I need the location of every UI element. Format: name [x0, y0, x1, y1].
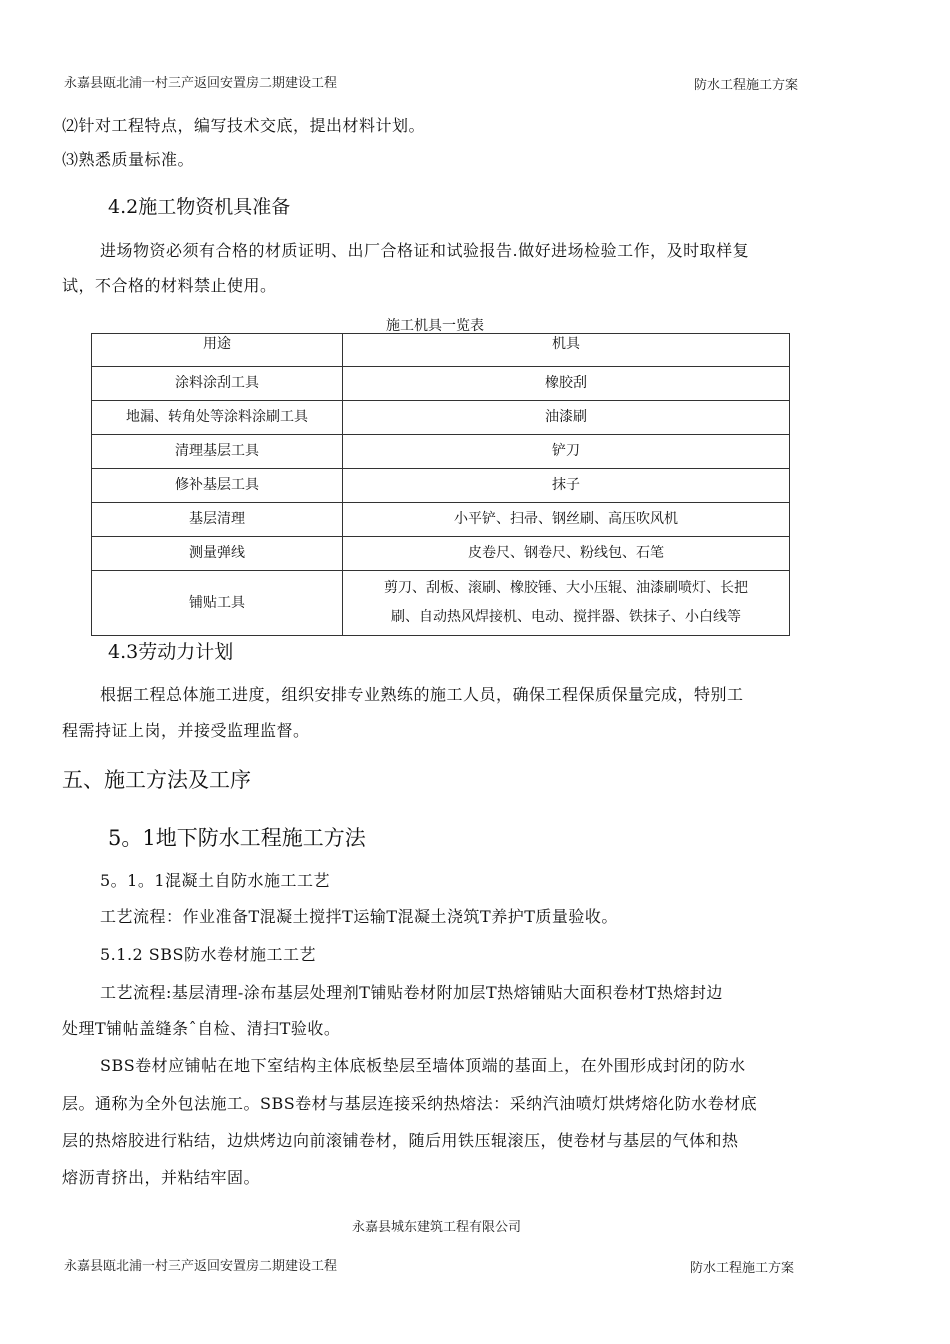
table-cell-usage: 清理基层工具 [92, 435, 343, 469]
header-project-title: 永嘉县瓯北浦一村三产返回安置房二期建设工程 [64, 76, 338, 91]
chapter-heading-5: 五、施工方法及工序 [62, 768, 251, 792]
paragraph-sbs-flow-line1: 工艺流程:基层清理-涂布基层处理剂T铺贴卷材附加层T热熔铺贴大面积卷材T热熔封边 [100, 983, 723, 1002]
paragraph-sbs-method-line3: 层的热熔胶进行粘结，边烘烤边向前滚铺卷材，随后用铁压辊滚压，使卷材与基层的气体和热 [62, 1131, 739, 1150]
footer-project-title: 永嘉县瓯北浦一村三产返回安置房二期建设工程 [64, 1259, 338, 1274]
paragraph-materials-line1: 进场物资必须有合格的材质证明、出厂合格证和试验报告.做好进场检验工作，及时取样复 [100, 241, 750, 260]
paragraph-item-3: ⑶熟悉质量标准。 [62, 150, 195, 169]
paragraph-concrete-flow: 工艺流程：作业准备T混凝土搅拌T运输T混凝土浇筑T养护T质量验收。 [100, 907, 618, 926]
table-cell-usage: 涂料涂刮工具 [92, 367, 343, 401]
subsection-heading-5-1-2: 5.1.2 SBS防水卷材施工工艺 [100, 945, 316, 964]
subsection-heading-5-1-1: 5。1。1混凝土自防水施工工艺 [100, 871, 331, 890]
table-header-tools: 机具 [343, 334, 790, 367]
table-cell-tools-line1: 剪刀、刮板、滚刷、橡胶锤、大小压辊、油漆刷喷灯、长把 [384, 580, 748, 596]
table-row [92, 401, 790, 435]
footer-doc-title: 防水工程施工方案 [690, 1261, 795, 1276]
section-heading-4-3: 4.3劳动力计划 [108, 641, 234, 663]
table-cell-tools: 皮卷尺、钢卷尺、粉线包、石笔 [343, 537, 790, 571]
paragraph-materials-line2: 试，不合格的材料禁止使用。 [62, 276, 277, 295]
table-cell-tools: 橡胶刮 [343, 367, 790, 401]
table-caption: 施工机具一览表 [386, 318, 484, 334]
table-row [92, 367, 790, 401]
paragraph-sbs-method-line2: 层。通称为全外包法施工。SBS卷材与基层连接采纳热熔法：采纳汽油喷灯烘烤熔化防水卷材底 [62, 1094, 758, 1113]
table-row [92, 435, 790, 469]
footer-company: 永嘉县城东建筑工程有限公司 [352, 1220, 522, 1235]
table-cell-usage: 地漏、转角处等涂料涂刷工具 [92, 401, 343, 435]
table-cell-tools: 抹子 [343, 469, 790, 503]
table-row [92, 469, 790, 503]
table-cell-usage: 基层清理 [92, 503, 343, 537]
table-header-row [92, 334, 790, 367]
table-row [92, 571, 790, 636]
table-header-usage: 用途 [92, 334, 343, 367]
table-cell-tools: 小平铲、扫帚、钢丝刷、高压吹风机 [343, 503, 790, 537]
table-cell-tools: 油漆刷 [343, 401, 790, 435]
table-row [92, 537, 790, 571]
table-row [92, 503, 790, 537]
table-cell-usage: 铺贴工具 [92, 571, 343, 636]
paragraph-sbs-flow-line2: 处理T铺帖盖缝条ˆ自检、清扫T验收。 [62, 1019, 341, 1038]
paragraph-item-2: ⑵针对工程特点，编写技术交底，提出材料计划。 [62, 116, 426, 135]
paragraph-labor-line2: 程需持证上岗，并接受监理监督。 [62, 721, 310, 740]
table-cell-usage: 测量弹线 [92, 537, 343, 571]
section-heading-5-1: 5。1地下防水工程施工方法 [108, 826, 366, 850]
table-cell-tools [343, 571, 790, 636]
paragraph-sbs-method-line4: 熔沥青挤出，并粘结牢固。 [62, 1168, 261, 1187]
table-cell-tools: 铲刀 [343, 435, 790, 469]
paragraph-sbs-method-line1: SBS卷材应铺帖在地下室结构主体底板垫层至墙体顶端的基面上，在外围形成封闭的防水 [100, 1056, 746, 1075]
tools-table [91, 333, 790, 636]
header-doc-title: 防水工程施工方案 [694, 78, 799, 93]
section-heading-4-2: 4.2施工物资机具准备 [108, 196, 291, 218]
paragraph-labor-line1: 根据工程总体施工进度，组织安排专业熟练的施工人员，确保工程保质保量完成，特别工 [100, 685, 744, 704]
table-cell-usage: 修补基层工具 [92, 469, 343, 503]
table-cell-tools-line2: 刷、自动热风焊接机、电动、搅拌器、铁抹子、小白线等 [391, 609, 741, 625]
